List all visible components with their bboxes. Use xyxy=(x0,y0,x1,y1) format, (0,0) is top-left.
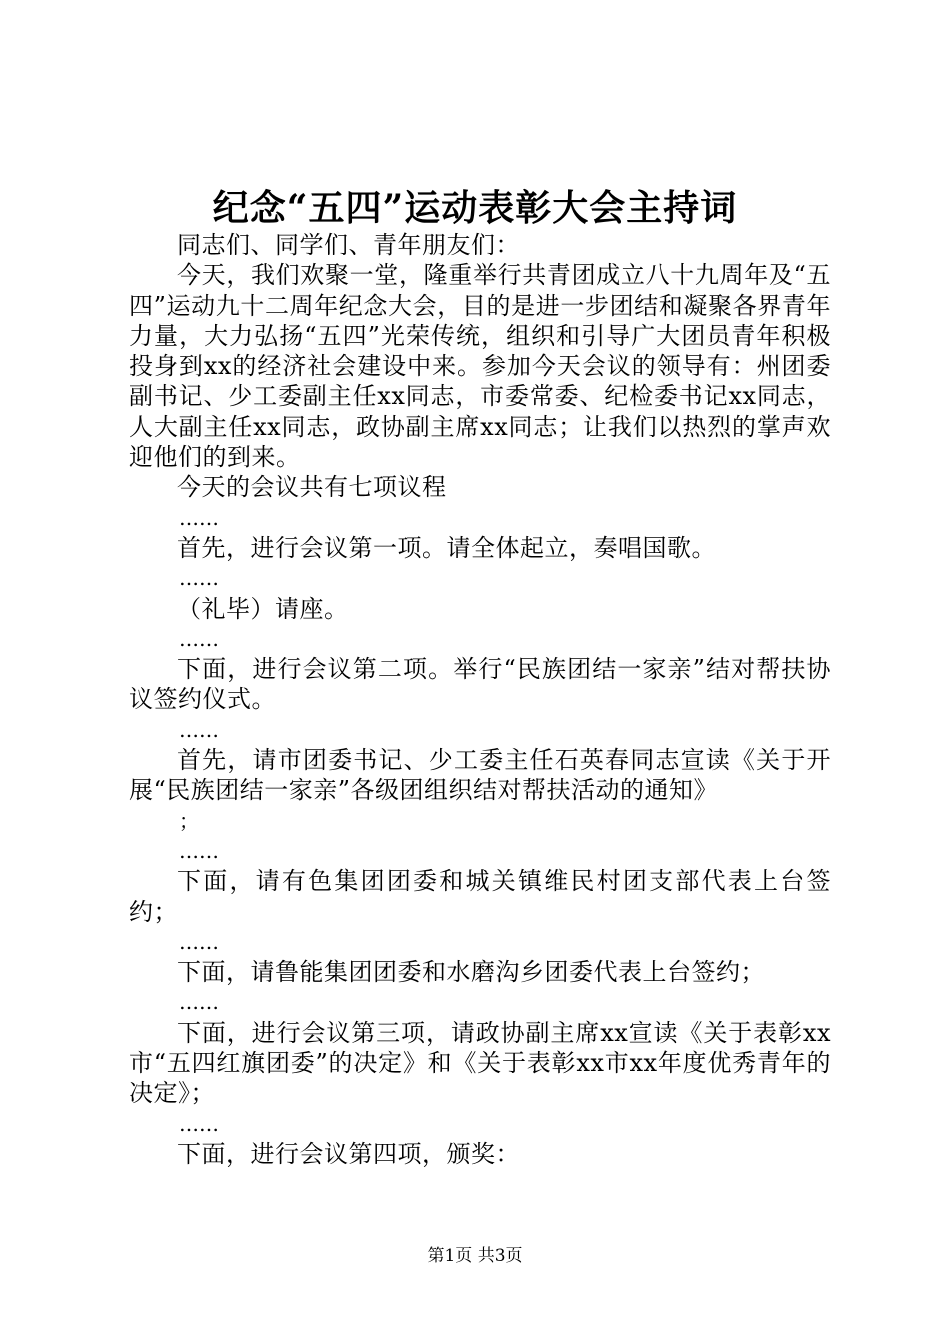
document-title: 纪念“五四”运动表彰大会主持词 xyxy=(212,187,738,229)
semicolon-line: ； xyxy=(179,808,199,833)
document-body xyxy=(129,230,831,1169)
ellipsis-line: …… xyxy=(179,838,219,863)
item-one-paragraph: 首先，进行会议第一项。请全体起立，奏唱国歌。 xyxy=(177,533,716,562)
page-footer: 第1页 共3页 xyxy=(427,1246,523,1266)
ellipsis-line: …… xyxy=(179,505,219,530)
greeting-paragraph: 同志们、同学们、青年朋友们： xyxy=(177,231,520,259)
signing-one-paragraph: 下面，请有色集团团委和城关镇维民村团支部代表上台签约； xyxy=(129,867,831,926)
signing-two-paragraph: 下面，请鲁能集团团委和水磨沟乡团委代表上台签约； xyxy=(177,958,765,987)
ellipsis-line: …… xyxy=(179,990,219,1015)
item-three-paragraph: 下面，进行会议第三项，请政协副主席xx宣读《关于表彰xx市“五四红旗团委”的决定》和《关于表彰xx市xx年度优秀青年的决定》； xyxy=(129,1018,831,1108)
item-four-paragraph: 下面，进行会议第四项，颁奖： xyxy=(177,1139,520,1168)
ellipsis-line: …… xyxy=(179,929,219,954)
ellipsis-line: …… xyxy=(179,566,219,591)
ellipsis-line: …… xyxy=(179,1111,219,1136)
notice-reading-paragraph: 首先，请市团委书记、少工委主任石英春同志宣读《关于开展“民族团结一家亲”各级团组织结对帮扶活动的通知》 xyxy=(129,746,831,805)
be-seated-paragraph: （礼毕）请座。 xyxy=(177,594,349,623)
intro-paragraph: 今天，我们欢聚一堂，隆重举行共青团成立八十九周年及“五四”运动九十二周年纪念大会，目的是进一步团结和凝聚各界青年力量，大力弘扬“五四”光荣传统，组织和引导广大团员青年积极投身到xx的经济社会建设中来。参加今天会议的领导有：州团委副书记、少工委副主任xx同志，市委常委、纪检委书记xx同志，人大副主任xx同志，政协副主席xx同志；让我们以热烈的掌声欢迎他们的到来。 xyxy=(129,261,831,472)
ellipsis-line: …… xyxy=(179,626,219,651)
ellipsis-line: …… xyxy=(179,717,219,742)
item-two-paragraph: 下面，进行会议第二项。举行“民族团结一家亲”结对帮扶协议签约仪式。 xyxy=(129,655,831,714)
agenda-paragraph: 今天的会议共有七项议程 xyxy=(177,473,447,502)
